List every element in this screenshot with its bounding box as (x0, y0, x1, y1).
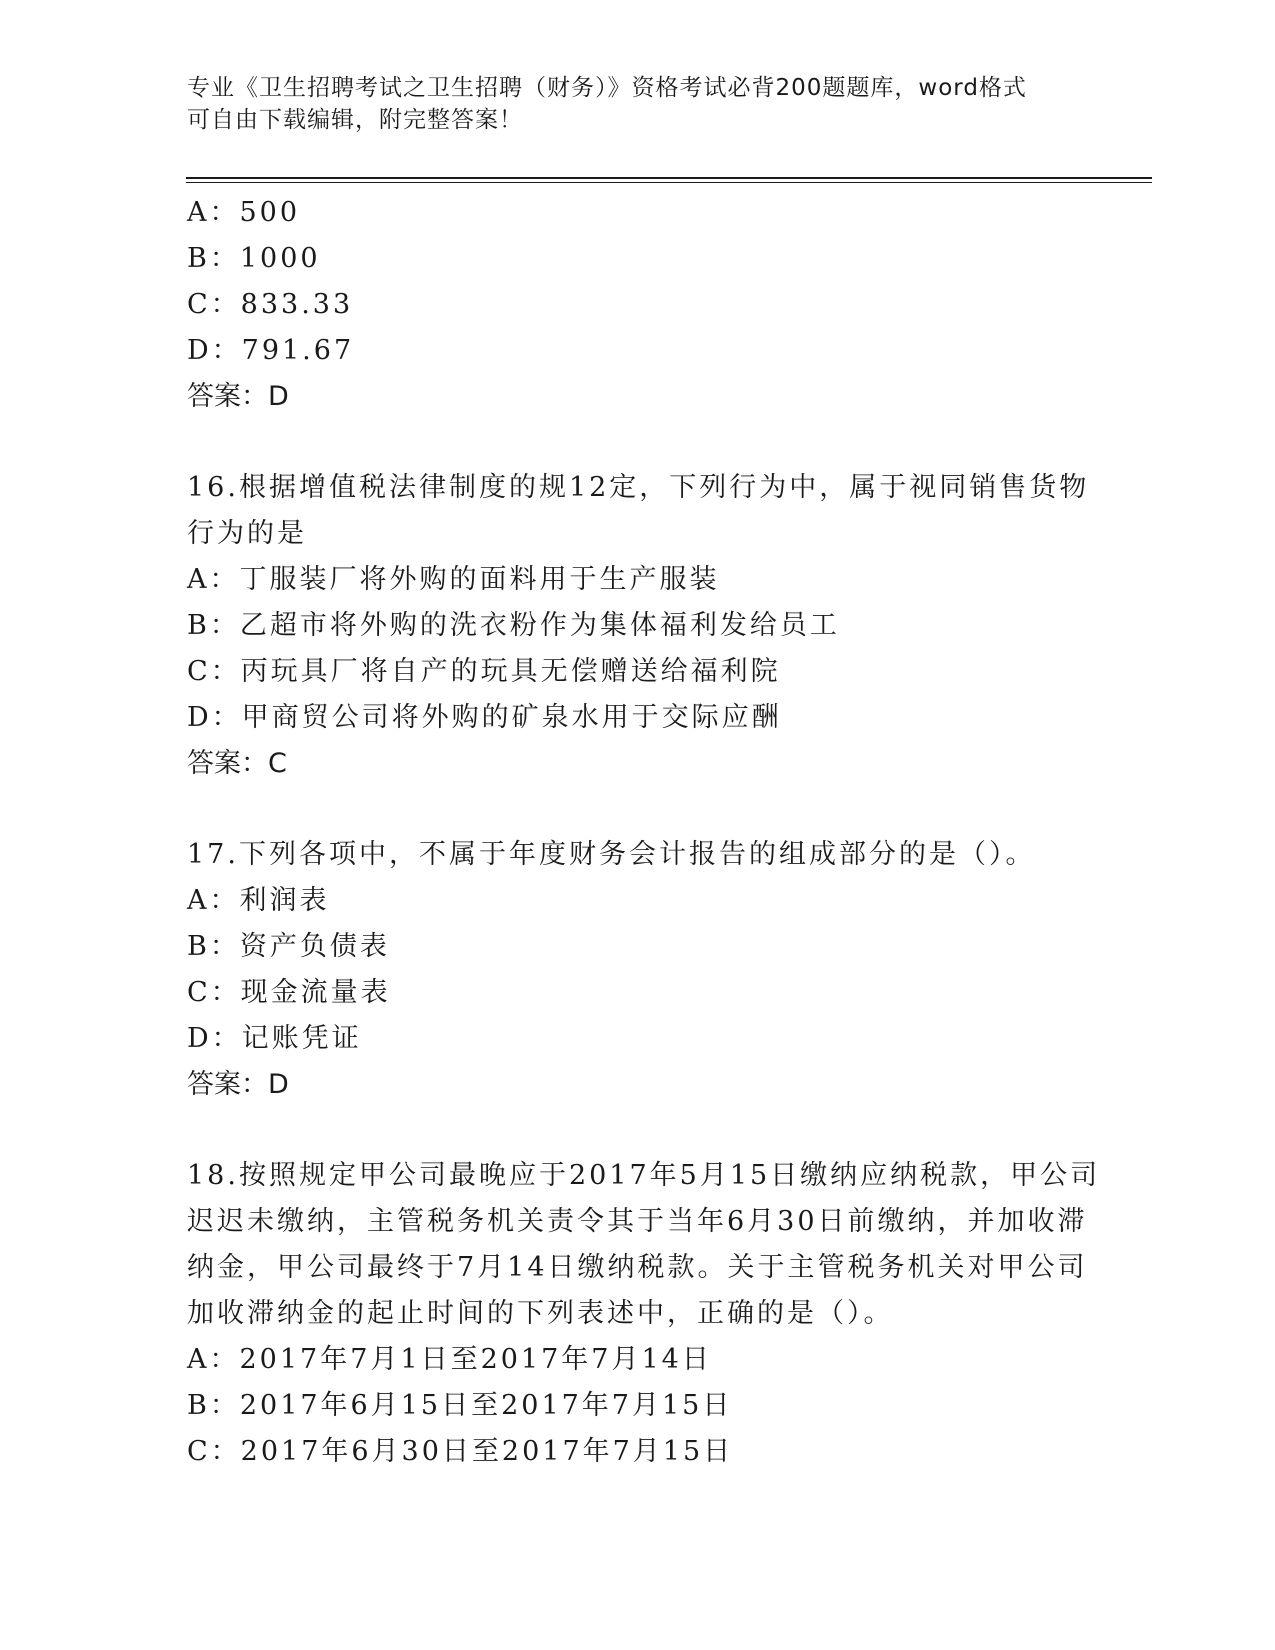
header-rule-thick (186, 177, 1152, 179)
header-title-line-1: 专业《卫生招聘考试之卫生招聘（财务）》资格考试必背200题题库，word格式 (187, 75, 1027, 101)
option-b: B：乙超市将外购的洗衣粉作为集体福利发给员工 (187, 610, 840, 641)
answer: 答案：D (187, 381, 289, 412)
option-c: C：2017年6月30日至2017年7月15日 (187, 1436, 734, 1467)
header-title-line-2: 可自由下载编辑，附完整答案！ (187, 107, 523, 133)
question-stem-line: 17.下列各项中，不属于年度财务会计报告的组成部分的是（）。 (187, 839, 1036, 870)
option-b: B：1000 (187, 243, 321, 274)
option-c: C：833.33 (187, 289, 354, 320)
question-16 (187, 465, 1090, 787)
option-a: A：2017年7月1日至2017年7月14日 (187, 1344, 712, 1375)
option-a: A：500 (187, 197, 301, 228)
option-d: D：记账凭证 (187, 1023, 362, 1054)
option-d: D：791.67 (187, 335, 355, 366)
option-d: D：甲商贸公司将外购的矿泉水用于交际应酬 (187, 702, 782, 733)
option-c: C：现金流量表 (187, 977, 391, 1008)
spacer (187, 787, 1087, 832)
spacer (187, 1108, 1087, 1153)
question-stem-line: 加收滞纳金的起止时间的下列表述中，正确的是（）。 (187, 1298, 894, 1329)
spacer (187, 420, 1087, 465)
header-rule-thin (186, 182, 1152, 183)
question-stem-line: 16.根据增值税法律制度的规12定，下列行为中，属于视同销售货物 (187, 472, 1090, 503)
document-header (187, 72, 1077, 136)
option-c: C：丙玩具厂将自产的玩具无偿赠送给福利院 (187, 656, 781, 687)
option-a: A：丁服装厂将外购的面料用于生产服装 (187, 564, 720, 595)
question-list (187, 190, 1101, 1475)
question-stem-line: 18.按照规定甲公司最晚应于2017年5月15日缴纳应纳税款，甲公司 (187, 1160, 1101, 1191)
question-18 (187, 1153, 1101, 1475)
option-b: B：2017年6月15日至2017年7月15日 (187, 1390, 733, 1421)
question-stem-line: 行为的是 (187, 518, 307, 549)
question-15 (187, 190, 1087, 420)
question-17 (187, 832, 1087, 1108)
answer: 答案：D (187, 1069, 289, 1100)
option-a: A：利润表 (187, 885, 330, 916)
question-stem-line: 纳金，甲公司最终于7月14日缴纳税款。关于主管税务机关对甲公司 (187, 1252, 1088, 1283)
option-b: B：资产负债表 (187, 931, 390, 962)
question-stem-line: 迟迟未缴纳，主管税务机关责令其于当年6月30日前缴纳，并加收滞 (187, 1206, 1088, 1237)
answer: 答案：C (187, 748, 287, 779)
